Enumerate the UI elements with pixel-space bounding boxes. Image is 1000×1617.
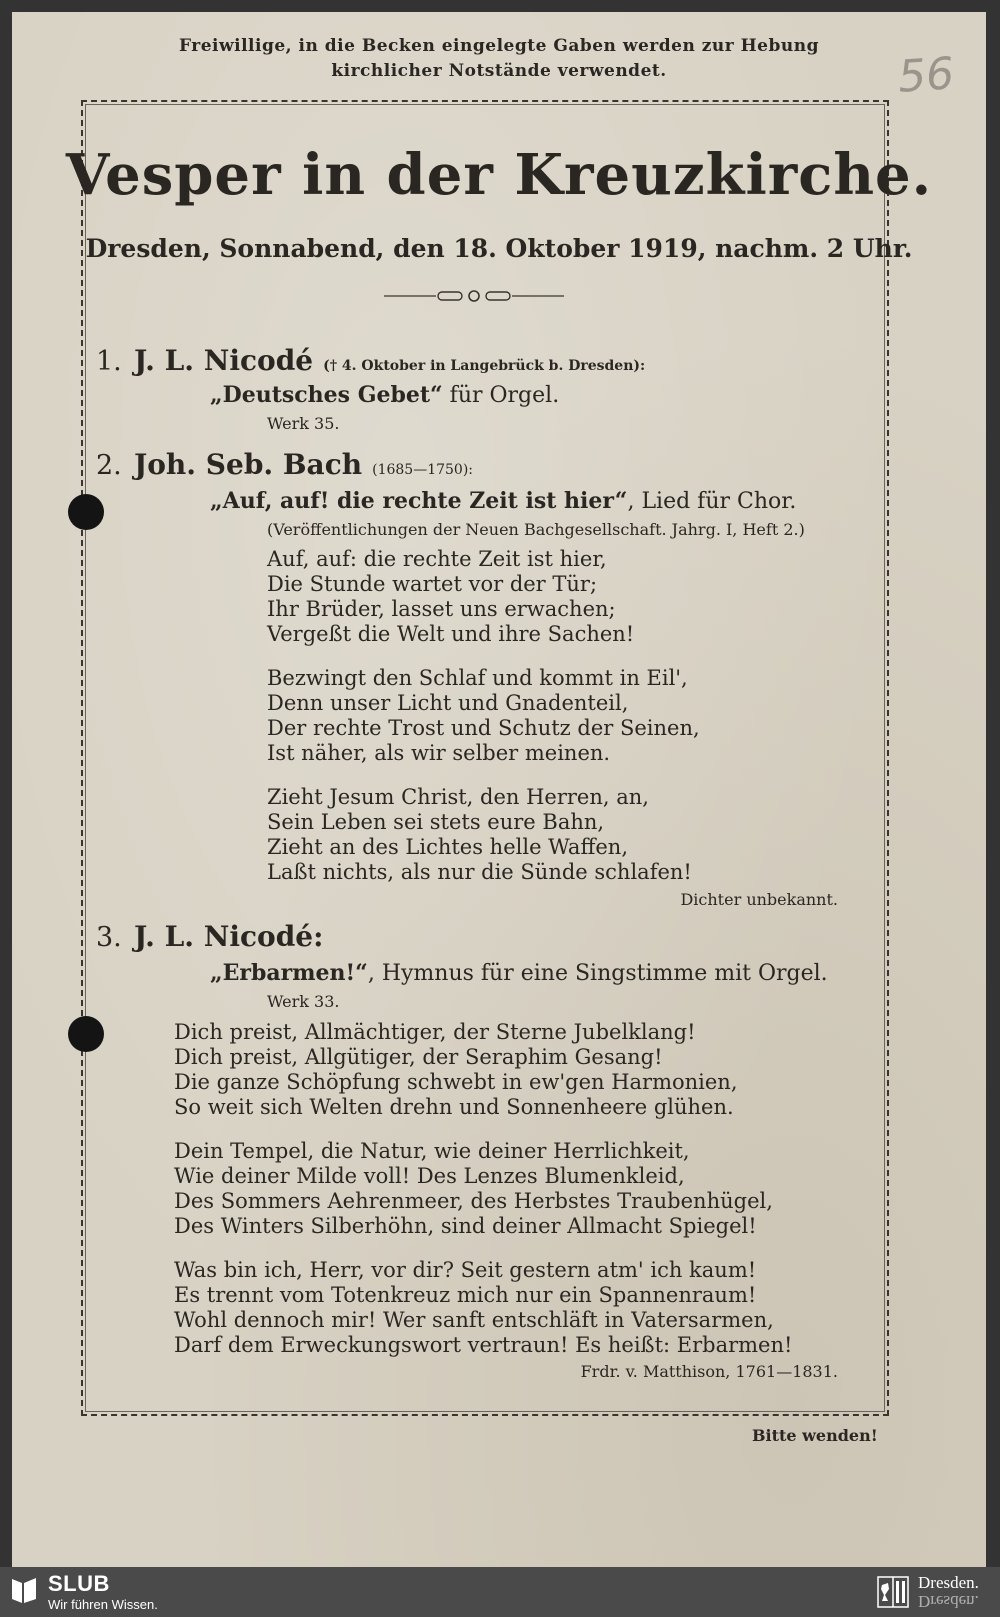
item-3-number: 3.	[96, 922, 122, 953]
item-1-werk: Werk 35.	[267, 414, 340, 433]
verse-line: Bezwingt den Schlaf und kommt in Eil',	[267, 666, 688, 690]
item-1-composer-note: († 4. Oktober in Langebrück b. Dresden):	[323, 358, 646, 374]
verse-line: Zieht Jesum Christ, den Herren, an,	[267, 785, 649, 809]
item-2-stanza-2	[267, 666, 700, 766]
dresden-wordmark: Dresden.	[918, 1573, 979, 1592]
punch-hole	[68, 1016, 104, 1052]
item-3-work-rest: , Hymnus für eine Singstimme mit Orgel.	[367, 961, 828, 986]
pencil-page-number: 56	[896, 48, 956, 103]
slub-name: SLUB	[48, 1571, 110, 1596]
item-2-stanza-1	[267, 547, 634, 647]
item-3-stanza-3	[174, 1258, 792, 1358]
item-3-stanza-1	[174, 1020, 738, 1120]
item-2-number: 2.	[96, 450, 122, 481]
dresden-wordmark-reflection: Dresden.	[918, 1592, 979, 1611]
verse-line: Wie deiner Milde voll! Des Lenzes Blumenkleid,	[174, 1164, 685, 1188]
item-3-work-title: „Erbarmen!“	[210, 960, 368, 986]
item-2-composer-name: Joh. Seb. Bach	[134, 448, 363, 481]
verse-line: Dich preist, Allgütiger, der Seraphim Gesang!	[174, 1045, 663, 1069]
item-2-work-title: „Auf, auf! die rechte Zeit ist hier“	[210, 488, 628, 514]
item-1-composer	[134, 344, 645, 377]
footer-bar	[0, 1567, 1000, 1617]
verse-line: Zieht an des Lichtes helle Waffen,	[267, 835, 628, 859]
verse-line: Des Winters Silberhöhn, sind deiner Allmacht Spiegel!	[174, 1214, 757, 1238]
donation-notice-line-2: kirchlicher Notstände verwendet.	[331, 61, 667, 81]
verse-line: Der rechte Trost und Schutz der Seinen,	[267, 716, 700, 740]
page-title: Vesper in der Kreuzkirche.	[65, 142, 933, 208]
verse-line: Ist näher, als wir selber meinen.	[267, 741, 611, 765]
verse-line: Denn unser Licht und Gnadenteil,	[267, 691, 629, 715]
item-1-number: 1.	[96, 346, 122, 377]
verse-line: Wohl dennoch mir! Wer sanft entschläft in Vatersarmen,	[174, 1308, 774, 1332]
item-1-work	[210, 382, 559, 408]
item-2-work-rest: , Lied für Chor.	[627, 489, 797, 514]
verse-line: Sein Leben sei stets eure Bahn,	[267, 810, 605, 834]
item-3-author: Frdr. v. Matthison, 1761—1831.	[580, 1362, 838, 1381]
item-3-stanza-2	[174, 1139, 773, 1239]
verse-line: Die ganze Schöpfung schwebt in ew'gen Harmonien,	[174, 1070, 738, 1094]
dresden-coat-of-arms-icon	[876, 1575, 910, 1609]
verse-line: Vergeßt die Welt und ihre Sachen!	[267, 622, 635, 646]
verse-line: Es trennt vom Totenkreuz mich nur ein Spannenraum!	[174, 1283, 757, 1307]
slub-book-icon	[10, 1575, 38, 1605]
item-1-work-rest: für Orgel.	[442, 383, 560, 408]
item-2-composer-note: (1685—1750):	[372, 462, 474, 478]
item-1-work-title: „Deutsches Gebet“	[210, 382, 443, 408]
verse-line: Des Sommers Aehrenmeer, des Herbstes Traubenhügel,	[174, 1189, 773, 1213]
verse-line: Was bin ich, Herr, vor dir? Seit gestern atm' ich kaum!	[174, 1258, 757, 1282]
please-turn-note: Bitte wenden!	[752, 1426, 878, 1445]
verse-line: Dein Tempel, die Natur, wie deiner Herrlichkeit,	[174, 1139, 690, 1163]
item-3-composer: J. L. Nicodé:	[134, 920, 324, 953]
verse-line: So weit sich Welten drehn und Sonnenheere glühen.	[174, 1095, 734, 1119]
donation-notice-line-1: Freiwillige, in die Becken eingelegte Gaben werden zur Hebung	[179, 36, 819, 56]
verse-line: Laßt nichts, als nur die Sünde schlafen!	[267, 860, 692, 884]
verse-line: Die Stunde wartet vor der Tür;	[267, 572, 598, 596]
verse-line: Darf dem Erweckungswort vertraun! Es heißt: Erbarmen!	[174, 1333, 793, 1357]
divider-ornament-icon	[384, 284, 564, 308]
item-2-composer	[134, 448, 473, 481]
slub-tagline: Wir führen Wissen.	[48, 1597, 158, 1612]
verse-line: Ihr Brüder, lasset uns erwachen;	[267, 597, 616, 621]
verse-line: Dich preist, Allmächtiger, der Sterne Jubelklang!	[174, 1020, 696, 1044]
item-3-work	[210, 960, 828, 986]
item-2-publication: (Veröffentlichungen der Neuen Bachgesellschaft. Jahrg. I, Heft 2.)	[267, 520, 805, 539]
program-sheet	[12, 12, 986, 1567]
verse-line: Auf, auf: die rechte Zeit ist hier,	[267, 547, 607, 571]
item-2-work	[210, 488, 796, 514]
item-2-stanza-3	[267, 785, 692, 885]
punch-hole	[68, 494, 104, 530]
item-3-werk: Werk 33.	[267, 992, 340, 1011]
event-date-line: Dresden, Sonnabend, den 18. Oktober 1919, nachm. 2 Uhr.	[85, 234, 913, 263]
item-2-author: Dichter unbekannt.	[680, 890, 838, 909]
item-1-composer-name: J. L. Nicodé	[134, 344, 314, 377]
